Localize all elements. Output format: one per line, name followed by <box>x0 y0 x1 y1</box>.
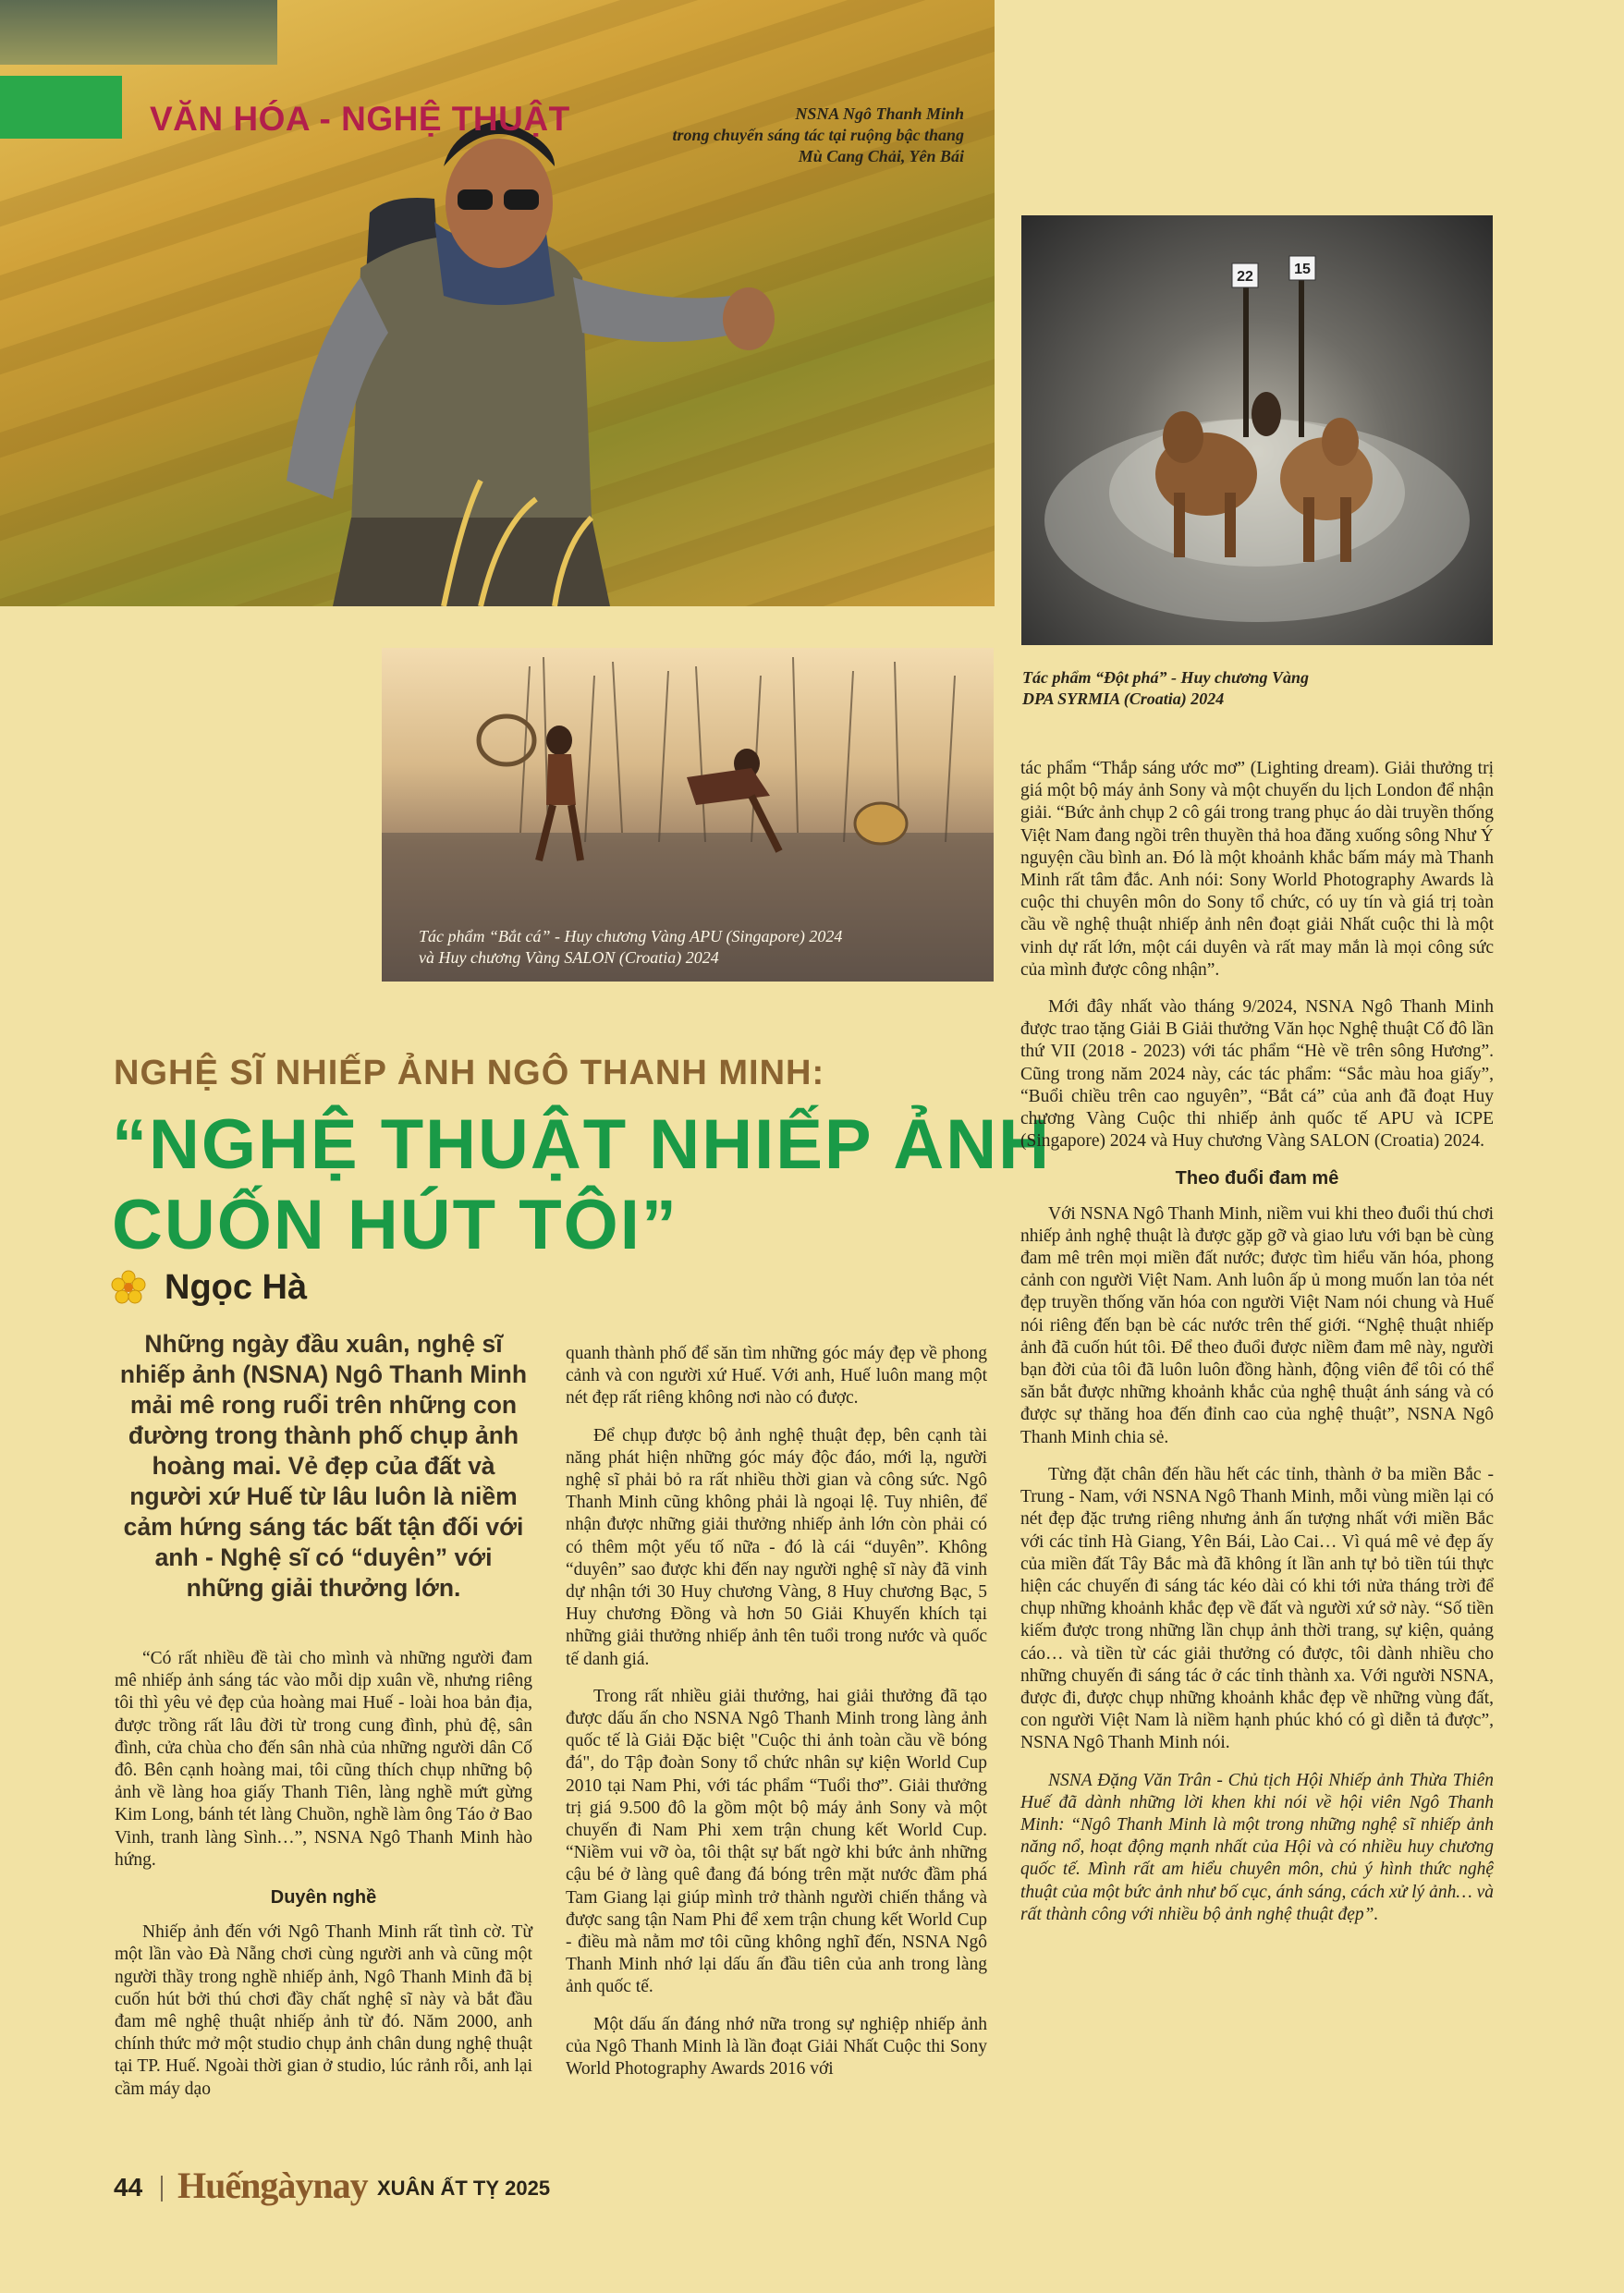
article-headline-line-2: CUỐN HÚT TÔI” <box>112 1186 678 1264</box>
hero-caption-line: trong chuyến sáng tác tại ruộng bậc thang <box>672 126 964 144</box>
paragraph: quanh thành phố để săn tìm những góc máy đẹp về phong cảnh và con người xứ Huế. Với anh, Huế luôn mang một nét đẹp rất riêng không nơi nào có được. <box>566 1344 987 1409</box>
hero-caption-line: Mù Cang Chải, Yên Bái <box>798 147 964 165</box>
hero-sky <box>0 0 277 65</box>
paragraph: Một dấu ấn đáng nhớ nữa trong sự nghiệp nhiếp ảnh của Ngô Thanh Minh là lần đoạt Giải Nhất Cuộc thi Sony World Photography Awards 2016 với <box>566 2014 987 2080</box>
paragraph: Mới đây nhất vào tháng 9/2024, NSNA Ngô Thanh Minh được trao tặng Giải B Giải thưởng Văn học Nghệ thuật Cố đô lần thứ VII (2018 - 2023) với tác phẩm “Hè về trên sông Hương”. Cũng trong năm 2024 này, các tác phẩm: “Sắc màu hoa giấy”, “Buổi chiều trên cao nguyên”, “Bắt cá” của anh đã đoạt Huy chương Vàng Cuộc thi nhiếp ảnh quốc tế APU và ICPE (Singapore) 2024 và Huy chương Vàng SALON (Croatia) 2024. <box>1020 997 1494 1152</box>
hero-photo <box>0 0 995 606</box>
buffalo-race-photo <box>1021 215 1493 645</box>
fishing-caption-line: Tác phẩm “Bắt cá” - Huy chương Vàng APU (Singapore) 2024 <box>419 927 843 945</box>
section-color-bar <box>0 76 122 139</box>
paragraph-quote: NSNA Đặng Văn Trân - Chủ tịch Hội Nhiếp ảnh Thừa Thiên Huế đã dành những lời khen khi nói về hội viên Ngô Thanh Minh: “Ngô Thanh Minh là một trong những nghệ sĩ nhiếp ảnh năng nổ, hoạt động mạnh nhất của Hội và có nhiều huy chương quốc tế. Mình rất am hiểu chuyên môn, chủ ý hình thức nghệ thuật của một bức ảnh như bố cục, ánh sáng, cách xử lý ảnh… và rất thành công với nhiều bộ ảnh nghệ thuật đẹp”. <box>1020 1770 1494 1924</box>
paragraph: Với NSNA Ngô Thanh Minh, niềm vui khi theo đuổi thú chơi nhiếp ảnh nghệ thuật là được gặp gỡ và giao lưu với bạn bè cùng đam mê trên mọi miền đất nước; được tìm hiểu văn hóa, phong cảnh con người Việt Nam. Anh luôn ấp ủ mong muốn lan tỏa nét đẹp truyền thống văn hóa con người Việt Nam nói chung và Huế nói riêng đến bạn bè các nước trên thế giới. “Nghệ thuật nhiếp ảnh đã cuốn hút tôi. Để theo đuổi được niềm đam mê này, người bạn đời của tôi đã luôn luôn đồng hành, động viên để tôi có thể săn bắt được những khoảnh khắc của nghệ thuật ánh sáng và có được sự thăng hoa đến đỉnh cao của nghệ thuật”, NSNA Ngô Thanh Minh chia sẻ. <box>1020 1203 1494 1447</box>
flower-icon <box>110 1269 147 1306</box>
article-headline-line-1: “NGHỆ THUẬT NHIẾP ẢNH <box>112 1105 1051 1184</box>
article-column-2 <box>566 1343 987 2095</box>
issue-label: XUÂN ẤT TỴ 2025 <box>377 2177 551 2200</box>
buffalo-race-illustration <box>1021 215 1493 645</box>
buffalo-caption <box>1022 667 1309 710</box>
hero-caption <box>672 104 964 167</box>
photographer-figure <box>0 0 995 606</box>
hero-caption-line: NSNA Ngô Thanh Minh <box>795 104 964 123</box>
article-lead: Những ngày đầu xuân, nghệ sĩ nhiếp ảnh (NSNA) Ngô Thanh Minh mải mê rong ruổi trên những con đường trong thành phố chụp ảnh hoàng mai. Vẻ đẹp của đất và người xứ Huế từ lâu luôn là niềm cảm hứng sáng tác bất tận đối với anh - Nghệ sĩ có “duyên” với những giải thưởng lớn. <box>119 1330 528 1602</box>
article-kicker: NGHỆ SĨ NHIẾP ẢNH NGÔ THANH MINH: <box>114 1054 825 1092</box>
fishing-caption-line: và Huy chương Vàng SALON (Croatia) 2024 <box>419 948 719 967</box>
paragraph: Từng đặt chân đến hầu hết các tỉnh, thành ở ba miền Bắc - Trung - Nam, với NSNA Ngô Thanh Minh, mỗi vùng miền lại có nét đẹp đặc trưng riêng nhưng ảnh ấn tượng nhất với miền Bắc với các tỉnh Hà Giang, Yên Bái, Lào Cai… Vì quá mê vẻ đẹp ấy của miền đất Tây Bắc mà đã không ít lần anh tự bỏ tiền túi thực hiện các chuyến đi sáng tác kéo dài có khi tới nửa tháng trời để chụp những khoảnh khắc đẹp về đất và người xứ sở này. “Số tiền kiếm được trong những lần chụp ảnh thời trang, sự kiện, quảng cáo… và tiền từ các giải thưởng có được, tôi dành nhiều cho những chuyến đi sáng tác ở các tỉnh thành xa. Với người NSNA, được đi, được chụp những khoảnh khắc đẹp về những vùng đất, con người Việt Nam là niềm hạnh phúc khó có gì diễn tả được”, NSNA Ngô Thanh Minh nói. <box>1020 1464 1494 1753</box>
subheading-theo-duoi-dam-me: Theo đuổi đam mê <box>1175 1168 1339 1189</box>
article-column-1 <box>115 1648 532 2116</box>
paragraph: Trong rất nhiều giải thưởng, hai giải thưởng đã tạo được dấu ấn cho NSNA Ngô Thanh Minh trong làng ảnh quốc tế là Giải Đặc biệt "Cuộc thi ảnh toàn cầu về bóng đá", do Tập đoàn Sony tổ chức nhân sự kiện World Cup 2010 tại Nam Phi, với tác phẩm “Tuổi thơ”. Giải thưởng trị giá 9.500 đô la gồm một bộ máy ảnh Sony và một chuyến đi Nam Phi xem trận chung kết World Cup. “Niềm vui vỡ òa, tôi thật sự bất ngờ khi bức ảnh những cậu bé ở làng quê đang đá bóng trên mặt nước đầm phá Tam Giang lại giúp mình trở thành người chiến thắng và được sang tận Nam Phi để xem trận chung kết World Cup - điều mà nằm mơ tôi cũng không nghĩ đến, NSNA Ngô Thanh Minh nhớ lại dấu ấn đầu tiên của anh trong làng ảnh quốc tế. <box>566 1686 987 1997</box>
fishing-caption <box>419 926 842 969</box>
section-label: VĂN HÓA - NGHỆ THUẬT <box>150 100 570 138</box>
buffalo-caption-line: Tác phẩm “Đột phá” - Huy chương Vàng <box>1022 668 1309 687</box>
paragraph: Để chụp được bộ ảnh nghệ thuật đẹp, bên cạnh tài năng phát hiện những góc máy độc đáo, mới lạ, người nghệ sĩ phải bỏ ra rất nhiều thời gian và công sức. Ngô Thanh Minh cũng không phải là ngoại lệ. Tuy nhiên, để nhận được những giải thưởng nhiếp ảnh lớn còn phải có có thêm một yếu tố nữa - đó là cái “duyên”. Không “duyên” sao được khi đến nay người nghệ sĩ này đã vinh dự nhận tới 30 Huy chương Vàng, 8 Huy chương Bạc, 5 Huy chương Đồng và hơn 50 Giải Khuyến khích tại những giải thưởng nhiếp ảnh tên tuổi trong nước và quốc tế danh giá. <box>566 1425 987 1669</box>
buffalo-caption-line: DPA SYRMIA (Croatia) 2024 <box>1022 689 1225 708</box>
subheading-duyen-nghe: Duyên nghề <box>270 1887 377 1909</box>
footer-divider <box>161 2176 163 2202</box>
page-number: 44 <box>114 2173 143 2202</box>
paragraph: Nhiếp ảnh đến với Ngô Thanh Minh rất tình cờ. Từ một lần vào Đà Nẵng chơi cùng người anh và cũng một người thầy trong nghề nhiếp ảnh, Ngô Thanh Minh đã bị cuốn hút bởi thú chơi đầy chất nghệ sĩ này và bắt đầu đam mê nghệ thuật nhiếp ảnh từ đó. Năm 2000, anh chính thức mở một studio chụp ảnh chân dung nghệ thuật tại TP. Huế. Ngoài thời gian ở studio, lúc rảnh rỗi, anh lại cầm máy dạo <box>115 1922 532 2099</box>
author-name: Ngọc Hà <box>165 1268 308 1307</box>
paragraph: tác phẩm “Thắp sáng ước mơ” (Lighting dream). Giải thưởng trị giá một bộ máy ảnh Sony và một chuyến du lịch London để nhận giải. “Bức ảnh chụp 2 cô gái trong trang phục áo dài truyền thống Việt Nam đang ngồi trên thuyền thả hoa đăng xuống sông Như Ý nguyện cầu bình an. Đó là một khoảnh khắc bấm máy mà Thanh Minh rất tâm đắc. Anh nói: Sony World Photography Awards là cuộc thi chuyên môn do Sony tổ chức, có uy tín và giá trị toàn cầu về nghệ thuật nhiếp ảnh nên đoạt giải Nhất cuộc thi là một vinh dự rất lớn, một cái duyên và rất may mắn là mọi công sức của mình được công nhận”. <box>1020 759 1495 980</box>
race-number-left: 22 <box>1237 269 1253 285</box>
magazine-logo: Huếngàynay <box>177 2165 368 2206</box>
race-number-right: 15 <box>1294 262 1311 277</box>
article-column-3 <box>1020 758 1494 1941</box>
paragraph: “Có rất nhiều đề tài cho mình và những người đam mê nhiếp ảnh sáng tác vào mỗi dịp xuân về, nhưng riêng tôi thì yêu vẻ đẹp của hoàng mai Huế - loài hoa bản địa, được trồng rất lâu đời từ trong cung đình, phủ đệ, sân đình, cửa chùa cho đến sân nhà của những người dân Cố đô. Bên cạnh hoàng mai, tôi cũng thích chụp những bộ ảnh về làng hoa giấy Thanh Tiên, làng nghề mứt gừng Kim Long, bánh tét làng Chuồn, nghề làm ông Táo ở Bao Vinh, tranh làng Sình…”, NSNA Ngô Thanh Minh hào hứng. <box>115 1649 532 1870</box>
